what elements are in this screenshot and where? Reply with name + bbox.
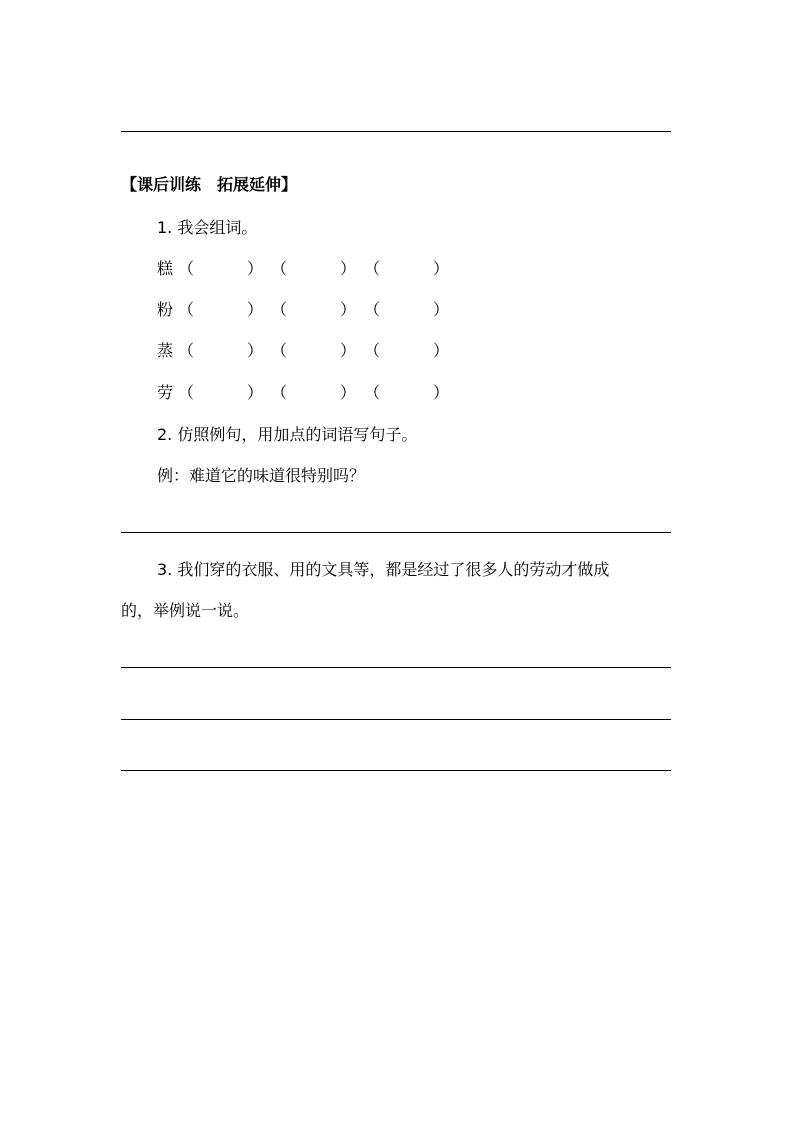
close-paren: ）	[247, 300, 264, 319]
section-heading: 【课后训练 拓展延伸】	[121, 175, 298, 194]
close-paren: ）	[433, 383, 450, 402]
close-paren: ）	[340, 341, 357, 360]
question-1-title: 1. 我会组词。	[157, 218, 258, 237]
open-paren: （	[364, 259, 381, 278]
close-paren: ）	[247, 259, 264, 278]
answer-line-q3-1[interactable]	[121, 667, 671, 668]
question-2-title: 2. 仿照例句，用加点的词语写句子。	[157, 425, 418, 444]
open-paren: （	[271, 383, 288, 402]
answer-line-q3-3[interactable]	[121, 770, 671, 771]
open-paren: （	[364, 300, 381, 319]
open-paren: （	[271, 341, 288, 360]
word-row-character: 劳	[157, 383, 174, 402]
word-row-character: 粉	[157, 300, 174, 319]
close-paren: ）	[340, 383, 357, 402]
close-paren: ）	[247, 383, 264, 402]
close-paren: ）	[340, 300, 357, 319]
close-paren: ）	[433, 300, 450, 319]
question-3-line-1: 3. 我们穿的衣服、用的文具等，都是经过了很多人的劳动才做成	[157, 560, 610, 579]
open-paren: （	[364, 341, 381, 360]
open-paren: （	[271, 300, 288, 319]
top-divider-line	[121, 131, 671, 132]
open-paren: （	[178, 259, 195, 278]
open-paren: （	[178, 341, 195, 360]
open-paren: （	[271, 259, 288, 278]
close-paren: ）	[247, 341, 264, 360]
answer-line-q3-2[interactable]	[121, 719, 671, 720]
close-paren: ）	[340, 259, 357, 278]
word-row-character: 蒸	[157, 341, 174, 360]
open-paren: （	[178, 383, 195, 402]
answer-line-q2[interactable]	[121, 532, 671, 533]
close-paren: ）	[433, 341, 450, 360]
question-3-line-2: 的，举例说一说。	[121, 601, 250, 620]
open-paren: （	[364, 383, 381, 402]
word-row-character: 糕	[157, 259, 174, 278]
close-paren: ）	[433, 259, 450, 278]
open-paren: （	[178, 300, 195, 319]
question-2-example: 例：难道它的味道很特别吗？	[157, 466, 366, 485]
